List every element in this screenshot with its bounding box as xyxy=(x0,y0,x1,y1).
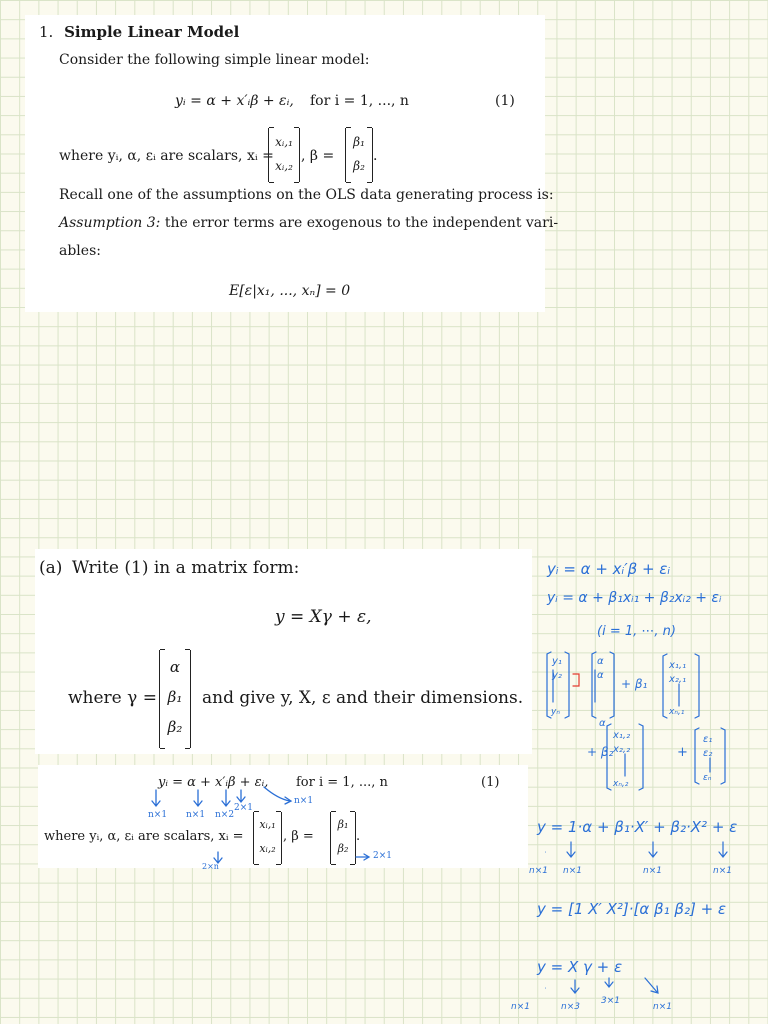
svg-text:y₁: y₁ xyxy=(552,656,562,667)
model-equation-range: for i = 1, ..., n xyxy=(310,93,409,109)
svg-text:xₙ,₂: xₙ,₂ xyxy=(613,779,629,789)
hand-dim-label: 3×1 xyxy=(601,996,620,1006)
assumption-label: Assumption 3: xyxy=(59,215,161,231)
snippet-dim-annotation: 2×1 xyxy=(234,803,253,813)
exogeneity-equation: E[ε|x₁, ..., xₙ] = 0 xyxy=(229,283,351,299)
snippet-beta-entry: β₁ xyxy=(337,818,349,831)
svg-text:ε₁: ε₁ xyxy=(703,734,713,745)
hand-line-stacked: y = [1 X′ X²]·[α β₁ β₂] + ε xyxy=(537,900,727,918)
snippet-equation: yᵢ = α + x′ᵢβ + εᵢ, xyxy=(158,775,269,790)
hand-dim-label: n×1 xyxy=(643,866,662,876)
gamma-vector-entry: β₁ xyxy=(167,688,183,706)
snippet-dim-annotation: n×1 xyxy=(186,810,206,820)
equation-tag: (1) xyxy=(495,93,515,109)
svg-text:+: + xyxy=(677,745,688,760)
svg-text:x₁,₂: x₁,₂ xyxy=(613,730,631,741)
snippet-dim-annotation: n×1 xyxy=(148,810,168,820)
problem-card xyxy=(25,15,559,312)
hand-dim-label: n×1 xyxy=(713,866,732,876)
x-vector-entry: xᵢ,₁ xyxy=(275,135,293,149)
snippet-x-entry: xᵢ,₂ xyxy=(259,842,276,855)
svg-text:x₁,₁: x₁,₁ xyxy=(669,660,687,671)
gamma-vector-entry: β₂ xyxy=(167,718,183,736)
hand-arrows xyxy=(545,560,767,1024)
hand-line-index: (i = 1, ⋯, n) xyxy=(597,624,676,639)
assumption-line xyxy=(59,215,558,231)
snippet-period: . xyxy=(356,829,361,844)
svg-text:εₙ: εₙ xyxy=(703,773,712,783)
svg-text:α: α xyxy=(597,656,604,667)
svg-text:x₂,₂: x₂,₂ xyxy=(613,744,631,755)
assumption-text: the error terms are exogenous to the independent vari- xyxy=(164,215,559,231)
svg-text:+ β₂: + β₂ xyxy=(587,745,614,759)
svg-text:ε₂: ε₂ xyxy=(703,748,713,759)
beta-label: , β = xyxy=(301,148,335,164)
svg-text:α: α xyxy=(597,670,604,681)
hand-dim-label: n×1 xyxy=(511,1002,530,1012)
problem-intro: Consider the following simple linear model: xyxy=(59,52,370,68)
snippet-annotation-arrows xyxy=(38,765,528,868)
gamma-vector-entry: α xyxy=(169,658,181,676)
hand-line-final: y = X γ + ε xyxy=(537,958,623,976)
snippet-range: for i = 1, ..., n xyxy=(296,775,388,790)
beta-vector-matrix xyxy=(345,128,373,182)
handwritten-notes xyxy=(511,560,767,1024)
problem-number: 1. xyxy=(39,23,54,41)
snippet-dim-annotation: n×1 xyxy=(294,796,314,806)
part-a-heading xyxy=(39,558,299,578)
gamma-suffix: and give y, X, ε and their dimensions. xyxy=(202,688,524,708)
problem-title: Simple Linear Model xyxy=(64,23,240,41)
hand-dim-label: n×1 xyxy=(653,1002,672,1012)
where-scalars: where yᵢ, α, εᵢ are scalars, xᵢ = xyxy=(59,148,274,164)
hand-line-expanded: yᵢ = α + β₁xᵢ₁ + β₂xᵢ₂ + εᵢ xyxy=(547,590,722,606)
snippet-x-entry: xᵢ,₁ xyxy=(259,818,276,831)
svg-text:α: α xyxy=(599,718,606,729)
hand-dim-label: n×3 xyxy=(561,1002,580,1012)
part-a-card xyxy=(35,549,532,754)
svg-text:y₂: y₂ xyxy=(552,670,562,681)
period: . xyxy=(373,148,378,164)
model-equation: yᵢ = α + x′ᵢβ + εᵢ, xyxy=(175,93,294,109)
part-a-label: (a) xyxy=(39,558,63,578)
snippet-where: where yᵢ, α, εᵢ are scalars, xᵢ = xyxy=(44,829,244,844)
snippet-dim-annotation: n×2 xyxy=(215,810,235,820)
hand-line-model: yᵢ = α + xᵢ′β + εᵢ xyxy=(547,560,671,578)
part-a-prompt: Write (1) in a matrix form: xyxy=(71,558,300,578)
x-vector-matrix xyxy=(268,128,300,182)
snippet-card xyxy=(38,765,528,871)
svg-text:yₙ: yₙ xyxy=(551,707,560,717)
hand-dim-label: n×1 xyxy=(563,866,582,876)
hand-line-decomposed: y = 1·α + β₁·X′ + β₂·X² + ε xyxy=(537,818,738,836)
beta-vector-entry: β₁ xyxy=(353,135,365,149)
assumption-text-cont: ables: xyxy=(59,243,101,259)
problem-heading xyxy=(39,23,239,41)
svg-text:x₂,₁: x₂,₁ xyxy=(669,674,687,685)
snippet-beta-label: , β = xyxy=(283,829,314,844)
snippet-tag: (1) xyxy=(481,775,500,790)
snippet-dim-annotation: 2×n xyxy=(202,862,219,871)
matrix-equation: y = Xγ + ε, xyxy=(275,607,372,627)
svg-text:xₙ,₁: xₙ,₁ xyxy=(669,707,685,717)
hand-dim-label: n×1 xyxy=(529,866,548,876)
snippet-dim-annotation: 2×1 xyxy=(373,851,392,861)
snippet-beta-entry: β₂ xyxy=(337,842,349,855)
svg-text:+ β₁: + β₁ xyxy=(621,677,648,691)
x-vector-entry: xᵢ,₂ xyxy=(275,159,293,173)
beta-vector-entry: β₂ xyxy=(353,159,365,173)
gamma-vector-matrix xyxy=(159,650,191,748)
recall-text: Recall one of the assumptions on the OLS data generating process is: xyxy=(59,187,554,203)
gamma-where: where γ = xyxy=(68,688,157,708)
